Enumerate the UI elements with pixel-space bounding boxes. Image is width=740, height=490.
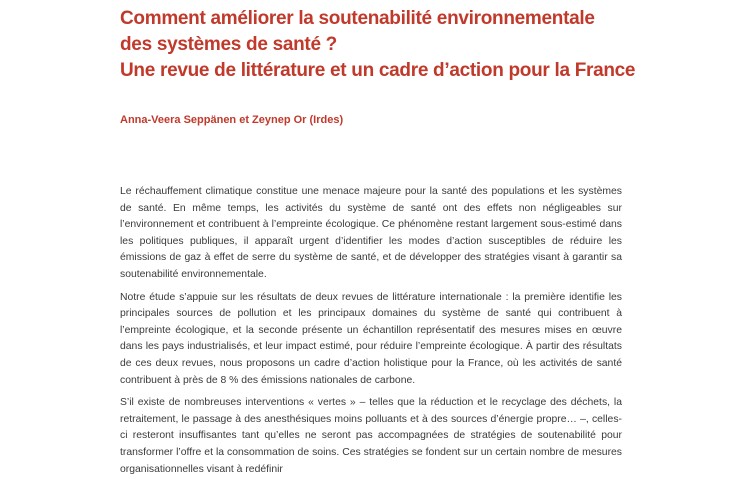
paragraph-3: S’il existe de nombreuses interventions « vertes » – telles que la réduction et le recyclage des déchets, la retraitement, le passage à des anesthésiques moins polluants et à des sources d’énergie propre… –, celles-ci resteront insuffisantes tant qu’elles ne seront pas accompagnées de stratégies de soutenabilité pour transformer l’offre et la consommation de soins. Ces stratégies se fondent sur un certain nombre de mesures organisationnelles visant à redéfinir xyxy=(120,397,622,475)
title-line-2: des systèmes de santé ? xyxy=(120,34,337,55)
document-title xyxy=(120,6,680,84)
paragraph-2: Notre étude s’appuie sur les résultats de deux revues de littérature internationale : la première identifie les principales sources de pollution et les principaux domaines du système de santé qui contribuent à l’empreinte écologique, et la seconde présente un échantillon représentatif des mesures mises en œuvre dans les pays industrialisés, et leur impact estimé, pour réduire l’empreinte écologique. À partir des résultats de ces deux revues, nous proposons un cadre d’action holistique pour la France, où les activités de santé contribuent à près de 8 % des émissions nationales de carbone. xyxy=(120,291,622,386)
title-line-1: Comment améliorer la soutenabilité environnementale xyxy=(120,8,595,29)
abstract-body xyxy=(120,184,622,484)
paragraph-1: Le réchauffement climatique constitue une menace majeure pour la santé des populations et les systèmes de santé. En même temps, les activités du système de santé ont des effets non négligeables sur l’environnement et contribuent à l’empreinte écologique. Ce phénomène restant largement sous-estimé dans les politiques publiques, il apparaît urgent d’identifier les modes d’action susceptibles de réduire les émissions de gaz à effet de serre du système de santé, et de développer des stratégies visant à garantir sa soutenabilité environnementale. xyxy=(120,186,622,280)
authors-line: Anna-Veera Seppänen et Zeynep Or (Irdes) xyxy=(120,114,344,126)
title-line-3: Une revue de littérature et un cadre d’action pour la France xyxy=(120,60,636,81)
